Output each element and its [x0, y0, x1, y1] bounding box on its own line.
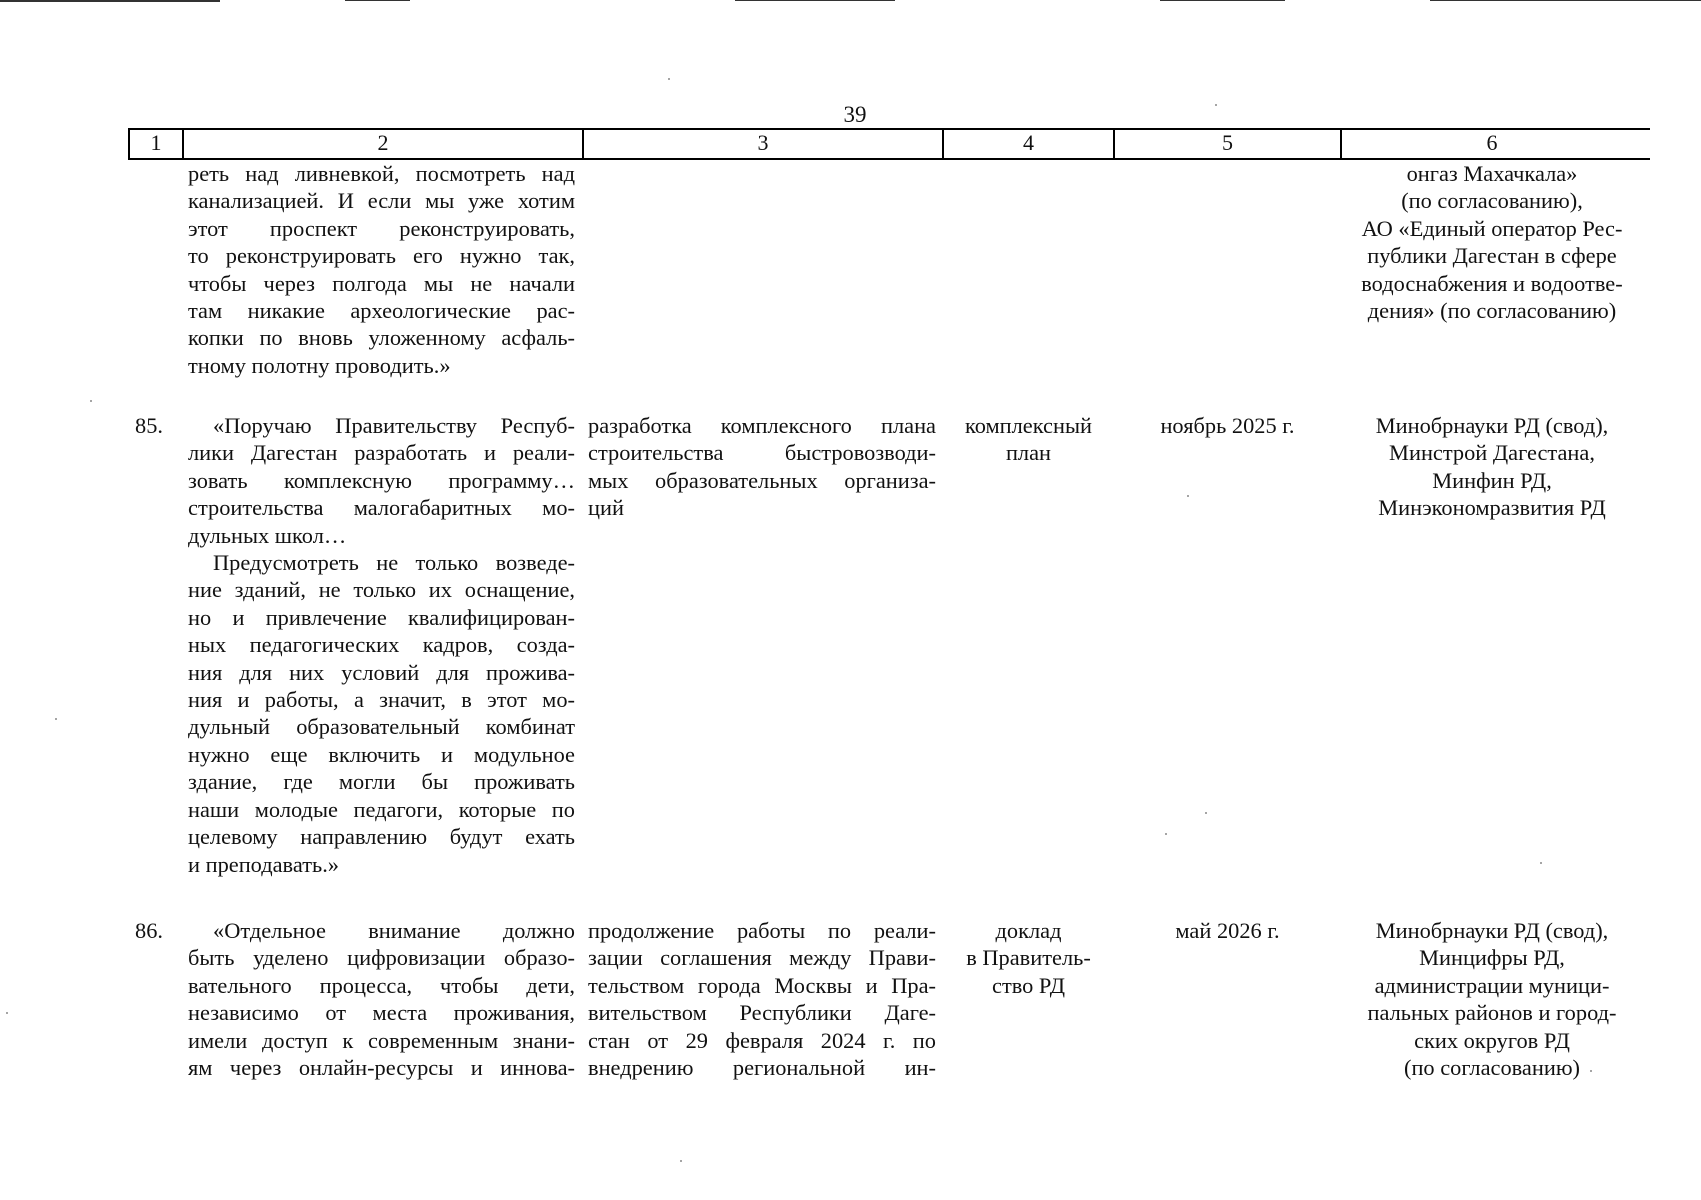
scan-speck [1205, 812, 1207, 814]
text-line: дения» (по согласованию) [1367, 298, 1617, 324]
text-line: ям через онлайн-ресурсы и иннова- [188, 1055, 575, 1081]
text-line: быть уделено цифровизации образо- [188, 945, 575, 971]
text-line: пальных районов и город- [1367, 1000, 1617, 1026]
deadline-text: ноябрь 2025 г. [1160, 413, 1295, 438]
text-line: вательного процесса, чтобы дети, [188, 972, 575, 998]
text-line: целевому направлению будут ехать [188, 824, 575, 850]
text-line: ния для них условий для прожива- [188, 659, 575, 685]
text-line: наши молодые педагоги, которые по [188, 796, 575, 822]
row-85-instruction-cell [188, 412, 575, 878]
text-line: «Поручаю Правительству Респуб- [213, 413, 575, 438]
scan-speck [1540, 862, 1542, 864]
text-line: (по согласованию) [1403, 1055, 1581, 1081]
row-number: 85. [135, 413, 163, 438]
row-86-action-cell [588, 917, 936, 1081]
text-line: Минобрнауки РД (свод), [1375, 413, 1609, 438]
text-line: но и привлечение квалифицирован- [188, 604, 575, 630]
scan-speck [1187, 495, 1189, 497]
text-line: ных педагогических кадров, созда- [188, 632, 575, 658]
column-header-5: 5 [1222, 130, 1233, 155]
scan-edge-line [735, 0, 895, 1]
continuation-description-cell [188, 160, 575, 379]
text-line: и преподавать.» [188, 851, 339, 877]
text-line: дульных школ… [188, 522, 347, 548]
text-line: ние зданий, не только их оснащение, [188, 577, 575, 603]
text-line: строительства быстровозводи- [588, 440, 936, 466]
text-line: доклад [995, 918, 1062, 943]
text-line: ских округов РД [1414, 1027, 1570, 1053]
text-line: здание, где могли бы проживать [188, 769, 575, 795]
row-85-deadline-cell [1115, 412, 1340, 439]
text-line: независимо от места проживания, [188, 1000, 575, 1026]
page-number: 39 [843, 102, 867, 127]
text-line: Предусмотреть не только возведе- [213, 550, 575, 576]
text-line: мых образовательных организа- [588, 467, 936, 493]
text-line: реть над ливневкой, посмотреть над [188, 161, 575, 186]
scan-edge-line [1430, 0, 1701, 1]
text-line: комплексный [964, 413, 1093, 438]
deadline-text: май 2026 г. [1175, 918, 1280, 943]
text-line: (по согласованию), [1401, 188, 1583, 214]
text-line: там никакие археологические рас- [188, 298, 575, 324]
row-86-deadline-cell [1115, 917, 1340, 944]
text-line: имели доступ к современным знани- [188, 1027, 575, 1053]
text-line: ций [588, 495, 624, 521]
text-line: разработка комплексного плана [588, 413, 936, 438]
scan-edge-line [0, 0, 220, 2]
text-line: Минэкономразвития РД [1378, 495, 1606, 521]
text-line: в Правитель- [966, 945, 1091, 971]
continuation-responsible-cell [1342, 160, 1642, 324]
text-line: АО «Единый оператор Рес- [1361, 215, 1623, 241]
text-line: стан от 29 февраля 2024 г. по [588, 1027, 936, 1053]
text-line: Минцифры РД, [1419, 945, 1565, 971]
scan-speck [55, 718, 57, 720]
text-line: канализацией. И если мы уже хотим [188, 188, 575, 214]
row-85-responsible-cell [1342, 412, 1642, 522]
text-line: Минстрой Дагестана, [1389, 440, 1595, 466]
text-line: нужно еще включить и модульное [188, 741, 575, 767]
column-header-2: 2 [377, 130, 389, 155]
text-line: тному полотну проводить.» [188, 352, 451, 378]
scan-speck [680, 1160, 682, 1162]
row-85-action-cell [588, 412, 936, 522]
text-line: лики Дагестан разработать и реали- [188, 440, 575, 466]
column-header-6: 6 [1486, 130, 1498, 155]
text-line: ния и работы, а значит, в этот мо- [188, 687, 575, 713]
scan-speck [1165, 833, 1167, 835]
text-line: Минобрнауки РД (свод), [1375, 918, 1609, 943]
text-line: продолжение работы по реали- [588, 918, 936, 943]
scan-speck [90, 400, 92, 402]
text-line: «Отдельное внимание должно [213, 918, 575, 943]
text-line: копки по вновь уложенному асфаль- [188, 325, 575, 351]
text-line: этот проспект реконструировать, [188, 215, 575, 241]
scan-edge-line [345, 0, 410, 1]
text-line: онгаз Махачкала» [1406, 161, 1578, 186]
row-85-result-cell [944, 412, 1113, 467]
text-line: план [1005, 440, 1052, 466]
text-line: водоснабжения и водоотве- [1361, 270, 1623, 296]
row-number: 86. [135, 918, 163, 943]
text-line: тельством города Москвы и Пра- [588, 972, 936, 998]
text-line: администрации муници- [1374, 972, 1610, 998]
column-header-3: 3 [757, 130, 769, 155]
row-86-result-cell [944, 917, 1113, 999]
text-line: Минфин РД, [1432, 467, 1552, 493]
text-line: вительством Республики Даге- [588, 1000, 936, 1026]
column-header-4: 4 [1023, 130, 1034, 155]
scan-speck [6, 1012, 8, 1014]
text-line: строительства малогабаритных мо- [188, 495, 575, 521]
text-line: ство РД [992, 972, 1065, 998]
scan-speck [1215, 104, 1217, 106]
text-line: то реконструировать его нужно так, [188, 243, 575, 269]
text-line: зации соглашения между Прави- [588, 945, 936, 971]
text-line: дульный образовательный комбинат [188, 714, 575, 740]
text-line: публики Дагестан в сфере [1367, 243, 1617, 269]
scan-edge-line [1160, 0, 1285, 1]
column-header-1: 1 [150, 130, 162, 155]
row-86-instruction-cell [188, 917, 575, 1081]
text-line: внедрению региональной ин- [588, 1055, 936, 1081]
row-86-responsible-cell [1342, 917, 1642, 1081]
scan-speck [668, 78, 670, 80]
text-line: зовать комплексную программу… [188, 467, 575, 493]
text-line: чтобы через полгода мы не начали [188, 270, 575, 296]
